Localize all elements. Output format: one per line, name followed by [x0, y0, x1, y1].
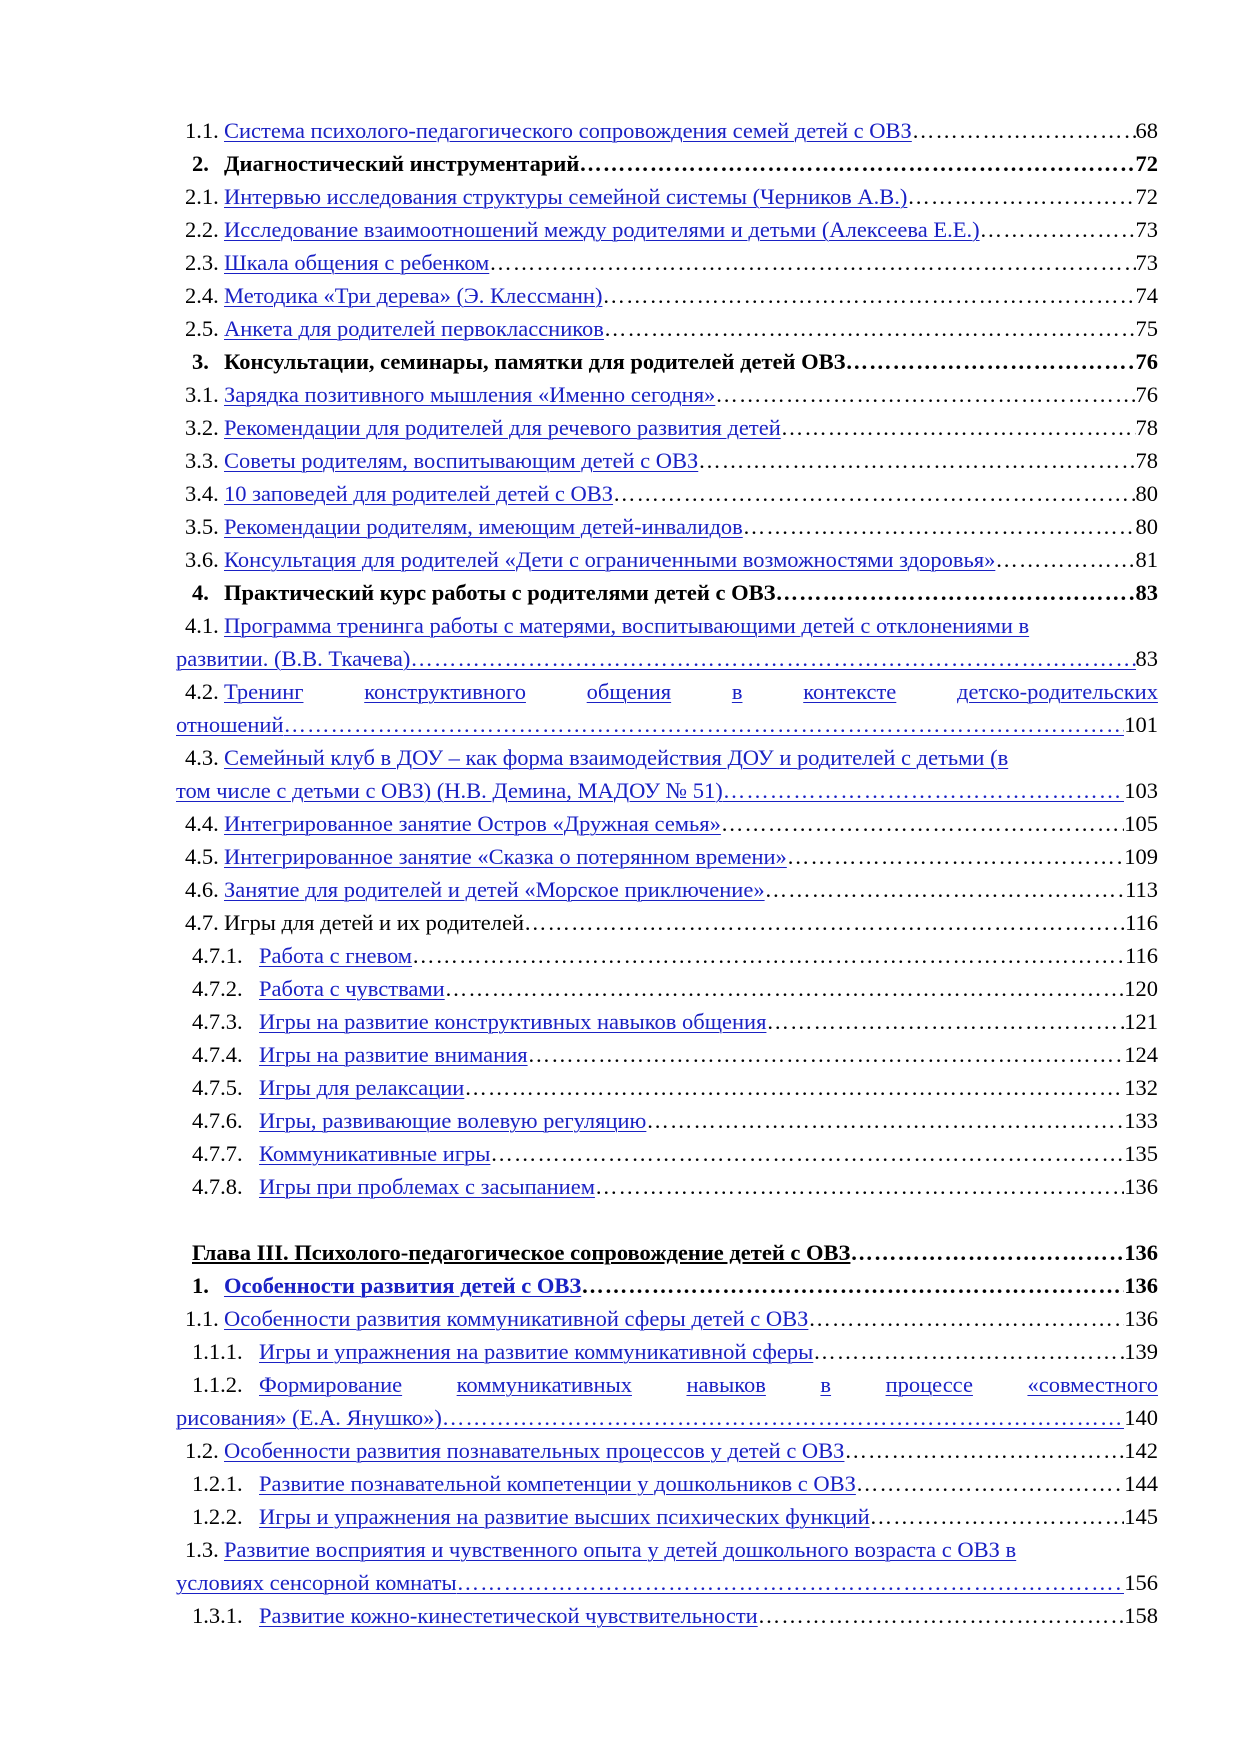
toc-leader-dots: [870, 1500, 1125, 1533]
toc-entry-title[interactable]: Интервью исследования структуры семейной системы (Черников А.В.): [224, 184, 908, 209]
toc-page-number: 142: [1124, 1438, 1158, 1463]
toc-entry-number: 1.2.: [185, 1438, 219, 1463]
toc-entry-link[interactable]: [176, 1566, 1158, 1599]
toc-page-number: 116: [1125, 943, 1158, 968]
toc-entry-number: 4.7.7.: [192, 1141, 243, 1166]
toc-entry-link[interactable]: [224, 114, 1158, 147]
toc-entry[interactable]: [176, 1071, 1158, 1104]
toc-page-number: 135: [1124, 1141, 1158, 1166]
toc-leader-dots: [758, 1599, 1125, 1632]
toc-leader-dots: [604, 312, 1136, 345]
toc-leader-dots: [781, 411, 1136, 444]
toc-word[interactable]: Тренинг: [224, 679, 304, 704]
toc-word[interactable]: контексте: [803, 679, 897, 704]
toc-entry[interactable]: [176, 972, 1158, 1005]
toc-entry: [176, 1236, 1158, 1269]
toc-word[interactable]: конструктивного: [364, 679, 526, 704]
toc-page-number: 145: [1124, 1504, 1158, 1529]
toc-entry[interactable]: [176, 873, 1158, 906]
toc-entry-number: 4.7.2.: [192, 976, 243, 1001]
toc-entry-link: [224, 345, 1158, 378]
toc-entry-title[interactable]: Особенности развития детей с ОВЗ: [224, 1273, 582, 1298]
toc-page-number: 105: [1124, 811, 1158, 836]
toc-entry-number: 1.2.2.: [192, 1504, 243, 1529]
toc-entry-number: 1.1.2.: [192, 1372, 243, 1397]
toc-leader-dots: [581, 1269, 1124, 1302]
toc-entry-title[interactable]: Шкала общения с ребенком: [224, 250, 490, 275]
toc-entry-number: 3.: [192, 349, 209, 374]
toc-leader-dots: [845, 345, 1135, 378]
toc-entry[interactable]: [176, 411, 1158, 444]
toc-leader-dots: [284, 708, 1125, 741]
toc-leader-dots: [844, 1434, 1124, 1467]
toc-entry-link[interactable]: [224, 840, 1158, 873]
toc-entry-number: 1.2.1.: [192, 1471, 243, 1496]
toc-entry-title[interactable]: Советы родителям, воспитывающим детей с ОВЗ: [224, 448, 699, 473]
toc-entry-title[interactable]: развитии. (В.В. Ткачева): [176, 646, 411, 671]
toc-entry-title[interactable]: Игры для релаксации: [259, 1075, 465, 1100]
toc-entry[interactable]: [176, 939, 1158, 972]
toc-entry-title[interactable]: рисования» (Е.А. Янушко»): [176, 1405, 442, 1430]
toc-page-number: 136: [1124, 1174, 1158, 1199]
toc-page-number: 74: [1135, 283, 1158, 308]
toc-page-number: 113: [1125, 877, 1158, 902]
toc-entry-title[interactable]: Консультация для родителей «Дети с ограниченными возможностями здоровья»: [224, 547, 996, 572]
toc-page-number: 120: [1124, 976, 1158, 1001]
toc-entry-link[interactable]: [176, 1401, 1158, 1434]
toc-leader-dots: [457, 1566, 1125, 1599]
toc-entry-link[interactable]: [224, 873, 1158, 906]
toc-entry-title[interactable]: отношений: [176, 712, 284, 737]
toc-page-number: 78: [1135, 415, 1158, 440]
toc-page-number: 121: [1124, 1009, 1158, 1034]
toc-leader-dots: [602, 279, 1135, 312]
toc-entry-link[interactable]: [224, 312, 1158, 345]
toc-entry-number: 3.6.: [185, 547, 219, 572]
toc-page-number: 124: [1124, 1042, 1158, 1067]
toc-leader-dots: [442, 1401, 1124, 1434]
toc-entry-continuation[interactable]: [176, 774, 1158, 807]
toc-entry-title: Глава III. Психолого-педагогическое сопровождение детей с ОВЗ: [192, 1240, 851, 1265]
toc-page-number: 158: [1124, 1603, 1158, 1628]
toc-leader-dots: [766, 1005, 1124, 1038]
toc-entry[interactable]: [176, 1005, 1158, 1038]
toc-page-number: 132: [1124, 1075, 1158, 1100]
toc-page-number: 81: [1135, 547, 1158, 572]
toc-word[interactable]: в: [731, 679, 743, 704]
toc-entry-number: 3.3.: [185, 448, 219, 473]
toc-leader-dots: [787, 840, 1124, 873]
toc-leader-dots: [912, 114, 1136, 147]
toc-entry[interactable]: [176, 1104, 1158, 1137]
toc-word[interactable]: «совместного: [1027, 1372, 1158, 1397]
toc-entry-link[interactable]: [224, 444, 1158, 477]
toc-page-number: 76: [1135, 382, 1158, 407]
toc-entry-continuation[interactable]: [176, 708, 1158, 741]
toc-entry[interactable]: [176, 1335, 1158, 1368]
toc-entry-title[interactable]: Работа с чувствами: [259, 976, 445, 1001]
toc-page-number: 139: [1124, 1339, 1158, 1364]
toc-entry-justified[interactable]: [224, 675, 1158, 708]
toc-page-number: 83: [1135, 580, 1158, 605]
toc-entry-link[interactable]: [224, 510, 1158, 543]
toc-page-number: 140: [1124, 1405, 1158, 1430]
toc-leader-dots: [490, 1137, 1124, 1170]
toc-entry-link[interactable]: [259, 1038, 1158, 1071]
toc-entry-link[interactable]: [259, 1335, 1158, 1368]
toc-leader-dots: [489, 246, 1135, 279]
toc-page-number: 73: [1135, 217, 1158, 242]
toc-leader-dots: [813, 1335, 1124, 1368]
toc-leader-dots: [907, 180, 1135, 213]
toc-entry[interactable]: [176, 477, 1158, 510]
toc-entry-number: 2.5.: [185, 316, 219, 341]
toc-entry-link[interactable]: [224, 378, 1158, 411]
toc-entry-number: 1.: [192, 1273, 209, 1298]
toc-entry-number: 4.7.8.: [192, 1174, 243, 1199]
toc-page-number: 136: [1124, 1240, 1158, 1265]
toc-leader-dots: [410, 642, 1135, 675]
toc-entry-link[interactable]: [224, 1434, 1158, 1467]
toc-entry-link[interactable]: [224, 807, 1158, 840]
toc-entry[interactable]: [176, 213, 1158, 246]
toc-leader-dots: [524, 906, 1125, 939]
toc-entry-link[interactable]: [224, 543, 1158, 576]
toc-leader-dots: [412, 939, 1125, 972]
toc-entry-link[interactable]: [224, 1302, 1158, 1335]
toc-entry-number: 4.2.: [185, 679, 219, 704]
toc-entry: [176, 345, 1158, 378]
toc-entry-title[interactable]: Система психолого-педагогического сопровождения семей детей с ОВЗ: [224, 118, 912, 143]
toc-leader-dots: [613, 477, 1135, 510]
toc-page-number: 73: [1135, 250, 1158, 275]
toc-entry-link: [192, 1236, 1158, 1269]
toc-entry-link[interactable]: [259, 1467, 1158, 1500]
toc-entry[interactable]: [176, 1599, 1158, 1632]
toc-page-number: 72: [1135, 151, 1158, 176]
toc-leader-dots: [464, 1071, 1124, 1104]
toc-entry-link[interactable]: [259, 1104, 1158, 1137]
toc-entry-number: 2.1.: [185, 184, 219, 209]
toc-entry: [176, 906, 1158, 939]
toc-entry-number: 4.7.1.: [192, 943, 243, 968]
toc-entry-number: 4.3.: [185, 745, 219, 770]
toc-entry-title[interactable]: Программа тренинга работы с матерями, воспитывающими детей с отклонениями в: [224, 613, 1030, 638]
toc-entry[interactable]: [176, 741, 1158, 774]
toc-entry-title[interactable]: 10 заповедей для родителей детей с ОВЗ: [224, 481, 614, 506]
toc-entry-number: 4.7.6.: [192, 1108, 243, 1133]
toc-entry-number: 4.7.3.: [192, 1009, 243, 1034]
toc-entry-continuation[interactable]: [176, 1566, 1158, 1599]
toc-entry[interactable]: [176, 807, 1158, 840]
toc-entry-link[interactable]: [224, 213, 1158, 246]
toc-entry[interactable]: [176, 180, 1158, 213]
toc-entry-title: Диагностический инструментарий: [224, 151, 580, 176]
toc-entry-link: [224, 906, 1158, 939]
toc-entry-number: 1.3.: [185, 1537, 219, 1562]
toc-leader-dots: [715, 378, 1135, 411]
toc-leader-dots: [995, 543, 1135, 576]
toc-page-number: 101: [1124, 712, 1158, 737]
toc-page-number: 80: [1135, 514, 1158, 539]
toc-entry-title[interactable]: Развитие восприятия и чувственного опыта у детей дошкольного возраста с ОВЗ в: [224, 1537, 1017, 1562]
toc-entry-link: [224, 576, 1158, 609]
toc-entry[interactable]: [176, 246, 1158, 279]
toc-entry[interactable]: [176, 1467, 1158, 1500]
toc-word[interactable]: коммуникативных: [456, 1372, 632, 1397]
toc-entry-title[interactable]: том числе с детьми с ОВЗ) (Н.В. Демина, МАДОУ № 51): [176, 778, 723, 803]
toc-entry: [176, 576, 1158, 609]
toc-entry-title[interactable]: Особенности развития познавательных процессов у детей с ОВЗ: [224, 1438, 845, 1463]
toc-entry-continuation[interactable]: [176, 1401, 1158, 1434]
toc-leader-dots: [850, 1236, 1124, 1269]
toc-entry-title[interactable]: Коммуникативные игры: [259, 1141, 491, 1166]
toc-entry-number: 2.2.: [185, 217, 219, 242]
toc-entry-title[interactable]: Рекомендации родителям, имеющим детей-инвалидов: [224, 514, 743, 539]
toc-page-number: 156: [1124, 1570, 1158, 1595]
toc-entry-title[interactable]: Исследование взаимоотношений между родителями и детьми (Алексеева Е.Е.): [224, 217, 980, 242]
toc-entry-link[interactable]: [259, 1005, 1158, 1038]
toc-entry-title[interactable]: Развитие познавательной компетенции у дошкольников с ОВЗ: [259, 1471, 856, 1496]
toc-entry-link[interactable]: [224, 279, 1158, 312]
toc-entry-title: Игры для детей и их родителей: [224, 910, 525, 935]
toc-entry-continuation[interactable]: [176, 642, 1158, 675]
toc-leader-dots: [775, 576, 1135, 609]
toc-entry-link[interactable]: [259, 1500, 1158, 1533]
toc-entry[interactable]: [176, 543, 1158, 576]
toc-entry-number: 4.7.5.: [192, 1075, 243, 1100]
toc-page-number: 103: [1124, 778, 1158, 803]
toc-leader-dots: [723, 774, 1125, 807]
toc-entry[interactable]: [176, 1038, 1158, 1071]
toc-entry-link[interactable]: [176, 708, 1158, 741]
toc-word[interactable]: навыков: [686, 1372, 766, 1397]
toc-entry-title: Консультации, семинары, памятки для родителей детей ОВЗ: [224, 349, 846, 374]
toc-entry-number: 4.7.: [185, 910, 219, 935]
toc-leader-dots: [595, 1170, 1124, 1203]
toc-entry-title[interactable]: Занятие для родителей и детей «Морское приключение»: [224, 877, 765, 902]
toc-entry-title[interactable]: Семейный клуб в ДОУ – как форма взаимодействия ДОУ и родителей с детьми (в: [224, 745, 1009, 770]
toc-entry-title[interactable]: Игры при проблемах с засыпанием: [259, 1174, 595, 1199]
toc-page-number: 75: [1135, 316, 1158, 341]
toc-entry[interactable]: [176, 1170, 1158, 1203]
toc-word[interactable]: в: [820, 1372, 832, 1397]
toc-entry-number: 4.1.: [185, 613, 219, 638]
toc-entry-title[interactable]: Игры и упражнения на развитие коммуникативной сферы: [259, 1339, 814, 1364]
toc-leader-dots: [765, 873, 1125, 906]
toc-entry-number: 3.4.: [185, 481, 219, 506]
toc-page-number: 78: [1135, 448, 1158, 473]
toc-entry-number: 1.1.: [185, 1306, 219, 1331]
toc-page-number: 72: [1135, 184, 1158, 209]
toc-leader-dots: [856, 1467, 1124, 1500]
toc-entry-link[interactable]: [259, 1137, 1158, 1170]
toc-page-number: 80: [1135, 481, 1158, 506]
toc-entry-title[interactable]: Особенности развития коммуникативной сферы детей с ОВЗ: [224, 1306, 809, 1331]
toc-page-number: 76: [1135, 349, 1158, 374]
toc-entry-link[interactable]: [224, 246, 1158, 279]
toc-entry-title[interactable]: Зарядка позитивного мышления «Именно сегодня»: [224, 382, 716, 407]
toc-entry-number: 1.3.1.: [192, 1603, 243, 1628]
toc-page-number: 109: [1124, 844, 1158, 869]
toc-entry-number: 4.6.: [185, 877, 219, 902]
toc-leader-dots: [445, 972, 1125, 1005]
toc-entry-title[interactable]: Интегрированное занятие «Сказка о потерянном времени»: [224, 844, 787, 869]
toc-entry[interactable]: [176, 114, 1158, 147]
toc-page-number: 68: [1135, 118, 1158, 143]
toc-entry-number: 4.7.4.: [192, 1042, 243, 1067]
toc-leader-dots: [579, 147, 1135, 180]
toc-entry-number: 3.2.: [185, 415, 219, 440]
toc-entry-justified[interactable]: [259, 1368, 1158, 1401]
toc-entry-link[interactable]: [259, 1599, 1158, 1632]
toc-entry-title[interactable]: Игры на развитие конструктивных навыков общения: [259, 1009, 767, 1034]
toc-leader-dots: [808, 1302, 1124, 1335]
toc-entry[interactable]: [176, 312, 1158, 345]
toc-entry[interactable]: [176, 840, 1158, 873]
toc-entry-title[interactable]: Игры, развивающие волевую регуляцию: [259, 1108, 647, 1133]
spacer: [176, 1203, 1158, 1236]
toc-leader-dots: [528, 1038, 1125, 1071]
toc-entry-title[interactable]: Интегрированное занятие Остров «Дружная семья»: [224, 811, 721, 836]
toc-entry[interactable]: [176, 1269, 1158, 1302]
toc-entry-title[interactable]: Методика «Три дерева» (Э. Клессманн): [224, 283, 603, 308]
toc-entry-number: 4.: [192, 580, 209, 605]
toc-entry-title[interactable]: Анкета для родителей первоклассников: [224, 316, 604, 341]
toc-leader-dots: [698, 444, 1135, 477]
toc-entry-link[interactable]: [259, 939, 1158, 972]
toc-leader-dots: [980, 213, 1136, 246]
toc-entry-number: 2.3.: [185, 250, 219, 275]
toc-page-number: 136: [1124, 1306, 1158, 1331]
toc-entry-link[interactable]: [259, 972, 1158, 1005]
toc-leader-dots: [646, 1104, 1124, 1137]
toc-entry-link: [224, 147, 1158, 180]
toc-page-number: 144: [1124, 1471, 1158, 1496]
toc-entry-link[interactable]: [224, 411, 1158, 444]
toc-word[interactable]: общения: [586, 679, 672, 704]
toc-entry-title[interactable]: Игры и упражнения на развитие высших психических функций: [259, 1504, 870, 1529]
toc-page-number: 133: [1124, 1108, 1158, 1133]
toc-entry[interactable]: [176, 1302, 1158, 1335]
toc-entry-number: 2.4.: [185, 283, 219, 308]
toc-entry-number: 3.1.: [185, 382, 219, 407]
toc-word[interactable]: процессе: [885, 1372, 973, 1397]
toc-word[interactable]: детско-родительских: [957, 679, 1158, 704]
toc-page-number: 83: [1135, 646, 1158, 671]
toc-entry[interactable]: [176, 510, 1158, 543]
toc-entry-link[interactable]: [176, 774, 1158, 807]
toc-entry[interactable]: [176, 675, 1158, 708]
toc-entry-number: 4.5.: [185, 844, 219, 869]
table-of-contents: [176, 114, 1158, 1632]
toc-entry-title[interactable]: Развитие кожно-кинестетической чувствительности: [259, 1603, 758, 1628]
toc-entry[interactable]: [176, 1434, 1158, 1467]
toc-entry-number: 2.: [192, 151, 209, 176]
toc-word[interactable]: Формирование: [259, 1372, 403, 1397]
toc-entry-title[interactable]: Игры на развитие внимания: [259, 1042, 528, 1067]
toc-entry: [176, 147, 1158, 180]
toc-entry-title[interactable]: условиях сенсорной комнаты: [176, 1570, 457, 1595]
toc-leader-dots: [743, 510, 1136, 543]
toc-entry[interactable]: [176, 279, 1158, 312]
toc-entry-number: 1.1.1.: [192, 1339, 243, 1364]
toc-entry-link[interactable]: [224, 180, 1158, 213]
toc-entry-number: 3.5.: [185, 514, 219, 539]
toc-entry[interactable]: [176, 1137, 1158, 1170]
toc-page-number: 116: [1125, 910, 1158, 935]
toc-entry[interactable]: [176, 609, 1158, 642]
toc-entry-title[interactable]: Работа с гневом: [259, 943, 413, 968]
toc-entry-link[interactable]: [259, 1170, 1158, 1203]
toc-page-number: 136: [1124, 1273, 1158, 1298]
toc-entry-link[interactable]: [259, 1071, 1158, 1104]
toc-entry-link[interactable]: [176, 642, 1158, 675]
toc-entry-title: Практический курс работы с родителями детей с ОВЗ: [224, 580, 776, 605]
toc-entry-link[interactable]: [224, 1269, 1158, 1302]
toc-entry-number: 4.4.: [185, 811, 219, 836]
toc-entry[interactable]: [176, 444, 1158, 477]
toc-leader-dots: [721, 807, 1124, 840]
toc-entry[interactable]: [176, 378, 1158, 411]
toc-entry[interactable]: [176, 1533, 1158, 1566]
toc-entry[interactable]: [176, 1500, 1158, 1533]
toc-entry-link[interactable]: [224, 477, 1158, 510]
toc-entry-title[interactable]: Рекомендации для родителей для речевого развития детей: [224, 415, 781, 440]
toc-entry-number: 1.1.: [185, 118, 219, 143]
toc-entry[interactable]: [176, 1368, 1158, 1401]
